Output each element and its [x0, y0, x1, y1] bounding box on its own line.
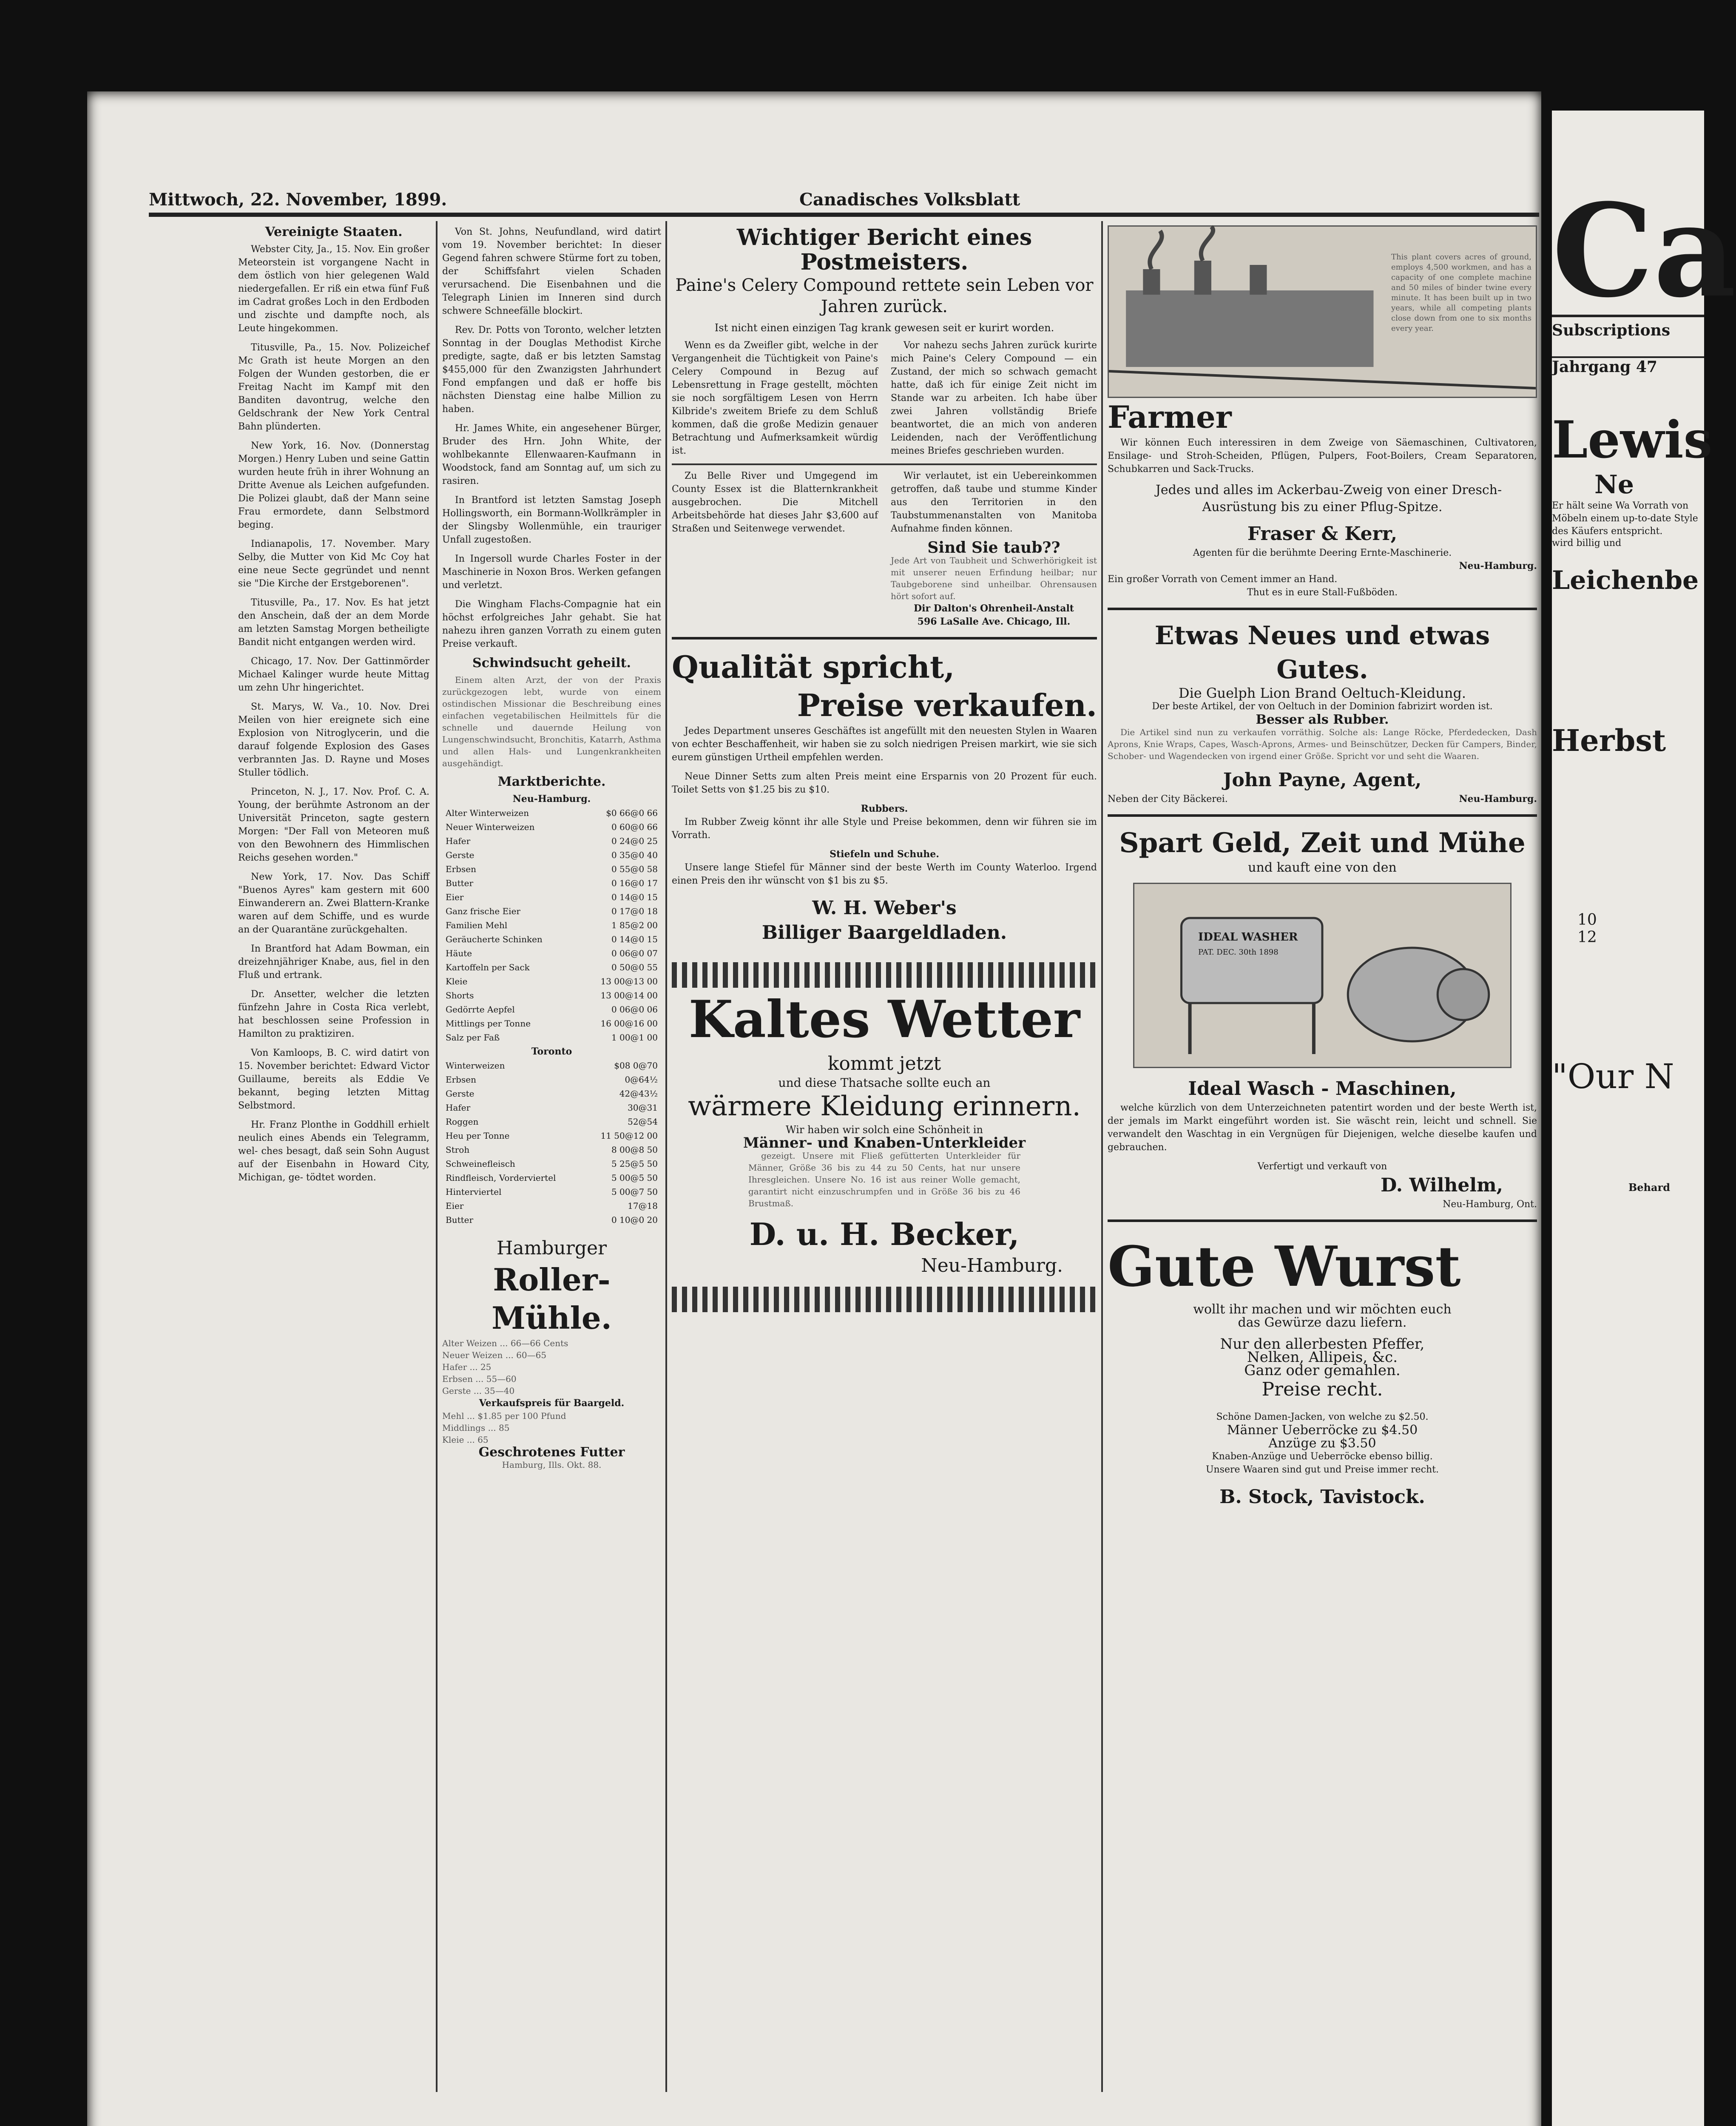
market-price: 0 06@0 07: [611, 948, 658, 958]
washer-line: Verfertigt und verkauft von: [1257, 1161, 1387, 1172]
market-price: 5 25@5 50: [611, 1159, 658, 1169]
market-price: 0 16@0 17: [611, 878, 658, 888]
rubbers-title: Rubbers.: [861, 803, 908, 814]
market-item: Geräucherte Schinken: [446, 934, 543, 944]
market-row: [443, 849, 660, 862]
rubbers-text: Im Rubber Zweig könnt ihr alle Style und Preise bekommen, denn wir führen sie im Vorrath.: [672, 817, 1097, 841]
neues-better: Besser als Rubber.: [1256, 712, 1389, 727]
jahrgang-fragment: Jahrgang 47: [1552, 356, 1704, 376]
farmer-text2: Jedes und alles im Ackerbau-Zweig von einer Dresch-Ausrüstung bis zu einer Pflug-Spitze.: [1155, 483, 1502, 514]
washer-title: Ideal Wasch - Maschinen,: [1188, 1078, 1457, 1100]
ornament-border: [672, 1287, 1097, 1312]
fraser-sub: Agenten für die berühmte Deering Ernte-Maschinerie.: [1193, 548, 1452, 558]
our-fragment: "Our N: [1552, 1057, 1674, 1096]
wurst-line: Preise recht.: [1262, 1378, 1383, 1400]
roller-price: Neuer Weizen ... 60—65: [442, 1350, 547, 1360]
market-price: 0@64½: [625, 1074, 658, 1085]
postmaster-body: Wenn es da Zweifler gibt, welche in der Vergangenheit die Tüchtigkeit von Paine's Celery Compound in Bezug auf Lebensrettung in Frage gestellt, möchten sie noch sorgfältigem Lesen von Herrn Kilbride's zweitem Briefe zu dem Schluß kommen, daß die große Medizin genauer Betrachtung und Aufmerksamkeit würdig ist.: [672, 340, 878, 456]
local-note: Zu Belle River und Umgegend im County Essex ist die Blatternkrankheit ausgebrochen. Die Mitchell Arbeitsbehörde hat dieses Jahr $3,600 auf Straßen und Seitenwege verwendet.: [672, 471, 878, 534]
market-item: Hinterviertel: [446, 1187, 502, 1197]
herbst-fragment: Herbst: [1552, 723, 1666, 758]
kalt-line: Wir haben wir solch eine Schönheit in: [786, 1124, 983, 1136]
market-row: [443, 835, 660, 848]
text-fragment: Er hält seine Wa Vorrath von Möbeln einem up-to-date Style des Käufers entspricht.: [1552, 500, 1698, 537]
roller-main: Roller-Mühle.: [492, 1262, 612, 1336]
market-row: [443, 1017, 660, 1030]
neues-text: Der beste Artikel, der von Oeltuch in der Dominion fabrizirt worden ist.: [1152, 701, 1493, 712]
factory-illustration: [1108, 225, 1537, 398]
behard-fragment: Behard: [1628, 1181, 1670, 1194]
wurst-line: Nur den allerbesten Pfeffer,: [1220, 1336, 1425, 1353]
market-item: Gedörrte Aepfel: [446, 1004, 515, 1015]
market-row: [443, 807, 660, 820]
quality-body: Jedes Department unseres Geschäftes ist angefüllt mit den neuesten Stylen in Waaren von echter Beschaffenheit, wir haben sie zu solch niedrigen Preisen markirt, wie sie sich eurem günstigen Urtheil empfehlen werden.: [672, 726, 1097, 763]
market-price: 52@54: [628, 1117, 658, 1127]
market-price: 0 06@0 06: [611, 1004, 658, 1015]
market-item: Hafer: [446, 836, 471, 846]
column-ads-right: [1108, 225, 1537, 2066]
market-sub-toronto: Toronto: [531, 1046, 572, 1057]
wurst-title: Gute Wurst: [1108, 1234, 1461, 1299]
market-row: [443, 877, 660, 890]
neues-text2: Die Artikel sind nun zu verkaufen vorräthig. Solche als: Lange Röcke, Pferdedecken, Dash Aprons, Knie Wraps, Capes, Wasch-Aprons, Armes- und Beinschützer, Decken für Campers, Binder, Schober- und Wagendecken von irgend einer Größe. Spricht vor und seht die Waaren.: [1108, 727, 1537, 761]
column-rule: [665, 221, 667, 2092]
roller-price: Hafer ... 25: [442, 1362, 492, 1372]
market-table-neuhamburg: [442, 806, 661, 1045]
market-item: Familien Mehl: [446, 920, 508, 930]
boots-text: Unsere lange Stiefel für Männer sind der beste Werth im County Waterloo. Irgend einen Preis den ihr wünscht von $1 bis zu $5.: [672, 862, 1097, 886]
news-item: Titusville, Pa., 15. Nov. Polizeichef Mc Grath ist heute Morgen an den Folgen der Wunden gestorben, die er Freitag Nacht im Kampf mit den Banditen davontrug, welche den Geldschrank der New York Central Bahn plünderten.: [238, 342, 429, 432]
market-price: 30@31: [628, 1103, 658, 1113]
market-row: [443, 821, 660, 834]
column-ads-center: [672, 225, 1097, 2066]
news-item: Webster City, Ja., 15. Nov. Ein großer Meteorstein ist vorgangene Nacht in dem östlich von hier gelegenen Wald niedergefallen. Er riß ein etwa fünf Fuß im Cadrat großes Loch in den Erdboden und zischte und dampfte noch, als Leute hingekommen.: [238, 244, 429, 334]
quality-title2: Preise verkaufen.: [797, 687, 1097, 723]
boots-title: Stiefeln und Schuhe.: [830, 849, 939, 860]
news-item: Hr. James White, ein angesehener Bürger, Bruder des Hrn. John White, der wohlbekannte Ellenwaaren-Kaufmann in Woodstock, fand am Sonntag auf, um sich zu rasiren.: [442, 423, 661, 486]
page-header: [149, 187, 1539, 217]
market-row: [443, 961, 660, 974]
stock-name: B. Stock, Tavistock.: [1219, 1486, 1425, 1508]
washer-illustration: [1133, 883, 1512, 1068]
market-item: Häute: [446, 948, 472, 958]
market-row: [443, 975, 660, 988]
leichen-fragment: Leichenbe: [1552, 566, 1699, 595]
market-row: [443, 891, 660, 904]
market-price: $0 66@0 66: [606, 808, 658, 818]
market-row: [443, 1115, 660, 1128]
becker-location: Neu-Hamburg.: [921, 1255, 1063, 1276]
payne-name: John Payne, Agent,: [1223, 769, 1422, 791]
market-item: Shorts: [446, 990, 474, 1000]
postmaster-title: Wichtiger Bericht eines Postmeisters.: [736, 225, 1032, 275]
text-fragment: wird billig und: [1552, 538, 1622, 549]
market-row: [443, 1129, 660, 1143]
fraser-name: Fraser & Kerr,: [1247, 523, 1398, 545]
payne-address: Neben der City Bäckerei.: [1108, 794, 1228, 804]
quality-body: Neue Dinner Setts zum alten Preis meint eine Ersparnis von 20 Prozent für euch. Toilet Setts von $1.25 bis zu $10.: [672, 771, 1097, 795]
market-row: [443, 1073, 660, 1086]
subscriptions-fragment: Subscriptions: [1552, 315, 1704, 339]
column-us-news: [238, 225, 429, 2066]
taub-title: Sind Sie taub??: [927, 539, 1060, 557]
market-item: Eier: [446, 1201, 464, 1211]
market-price: 0 24@0 25: [611, 836, 658, 846]
wurst-goods: Unsere Waaren sind gut und Preise immer recht.: [1205, 1464, 1439, 1475]
market-item: Kartoffeln per Sack: [446, 962, 530, 972]
market-row: [443, 1143, 660, 1157]
wurst-sub2: das Gewürze dazu liefern.: [1238, 1315, 1407, 1330]
market-price: 42@43½: [619, 1089, 658, 1099]
market-row: [443, 1185, 660, 1199]
market-price: 13 00@14 00: [600, 990, 658, 1000]
news-item: In Brantford hat Adam Bowman, ein dreizehnjähriger Knabe, aus, fiel in den Fluß und ertrank.: [238, 944, 429, 981]
schwindsucht-title: Schwindsucht geheilt.: [472, 656, 631, 671]
spart-title: Spart Geld, Zeit und Mühe: [1119, 827, 1526, 859]
wurst-men: Männer Ueberröcke zu $4.50: [1227, 1423, 1418, 1438]
wurst-sub1: wollt ihr machen und wir möchten euch: [1193, 1302, 1452, 1317]
roller-price: Gerste ... 35—40: [442, 1386, 515, 1396]
kalt-main: wärmere Kleidung erinnern.: [688, 1091, 1081, 1122]
market-table-toronto: [442, 1058, 661, 1228]
market-price: 1 85@2 00: [611, 920, 658, 930]
taub-text: Jede Art von Taubheit und Schwerhörigkeit ist mit unserer neuen Erfindung heilbar; nur Taubgeborene sind unheilbar. Ohrensausen hört sofort auf.: [891, 555, 1097, 601]
market-item: Kleie: [446, 976, 468, 986]
wurst-line: Nelken, Allipeis, &c.: [1247, 1349, 1398, 1366]
market-row: [443, 1101, 660, 1114]
postmaster-body: Vor nahezu sechs Jahren zurück kurirte mich Paine's Celery Compound — ein Zustand, der mich so schwach gemacht hatte, daß ich für einige Zeit nicht im Stande war zu arbeiten. Ich habe über zwei Jahren vollständig Briefe beantwortet, die an mich von anderen Leidenden, nach der Veröffentlichung meines Briefes geschrieben wurden.: [891, 340, 1097, 456]
market-price: 5 00@7 50: [611, 1187, 658, 1197]
news-item: Princeton, N. J., 17. Nov. Prof. C. A. Young, der berühmte Astronom an der Universität Princeton, sagte gestern Morgen: "Der Fall von Meteoren muß von den Bewohnern des Himmlischen Reichs gesehen worden.": [238, 787, 429, 863]
roller-price: Erbsen ... 55—60: [442, 1374, 517, 1384]
roller-sale-title: Verkaufspreis für Baargeld.: [479, 1398, 625, 1409]
market-row: [443, 1157, 660, 1171]
market-item: Alter Winterweizen: [446, 808, 529, 818]
market-item: Eier: [446, 892, 464, 902]
market-row: [443, 919, 660, 932]
market-price: 11 50@12 00: [600, 1131, 658, 1141]
farmer-title: Farmer: [1108, 399, 1232, 435]
wurst-boys: Knaben-Anzüge und Ueberröcke ebenso billig.: [1212, 1451, 1433, 1462]
market-item: Mittlings per Tonne: [446, 1018, 531, 1029]
market-item: Stroh: [446, 1145, 470, 1155]
market-row: [443, 1003, 660, 1016]
taub-address: 596 LaSalle Ave. Chicago, Ill.: [917, 616, 1071, 627]
divider: [1108, 814, 1537, 817]
market-row: [443, 947, 660, 960]
masthead-fragment: Ca: [1552, 176, 1736, 326]
illustration-caption: This plant covers acres of ground, employs 4,500 workmen, and has a capacity of one complete machine and 50 miles of binder twine every minute. It has been built up in two years, while all competing plants close down from one to six months every year.: [1391, 253, 1531, 333]
news-item: Von St. Johns, Neufundland, wird datirt vom 19. November berichtet: In dieser Gegend fahren schwere Stürme fort zu toben, der Schiffsfahrt vielen Schaden verursachend. Die Eisenbahnen und die Telegraph Linien im Inneren sind durch schwere Schneefälle blockirt.: [442, 227, 661, 316]
news-item: Rev. Dr. Potts von Toronto, welcher letzten Sonntag in der Douglas Methodist Kirche predigte, sagte, daß er bis letzten Samstag $455,000 für den Zwanzigsten Jahrhundert Fond empfangen und daß er hoffe bis nächsten Dienstag eine halbe Million zu haben.: [442, 325, 661, 415]
washer-patent: PAT. DEC. 30th 1898: [1198, 948, 1279, 957]
market-row: [443, 863, 660, 876]
market-price: 8 00@8 50: [611, 1145, 658, 1155]
taub-contact: Dir Dalton's Ohrenheil-Anstalt: [914, 603, 1074, 614]
farmer-text: Wir können Euch interessiren in dem Zweige von Säemaschinen, Cultivatoren, Ensilage- und Stroh-Scheiden, Pflügen, Pulpers, Foot-Boilers, Cream Separatoren, Schubkarren und Sack-Trucks.: [1108, 438, 1537, 475]
spart-sub: und kauft eine von den: [1248, 860, 1397, 875]
market-row: [443, 905, 660, 918]
wurst-ladies: Schöne Damen-Jacken, von welche zu $2.50.: [1216, 1412, 1429, 1422]
postmaster-title2: Paine's Celery Compound rettete sein Leben vor Jahren zurück.: [675, 276, 1094, 316]
market-price: 1 00@1 00: [611, 1032, 658, 1043]
news-item: Indianapolis, 17. November. Mary Selby, die Mutter von Kid Mc Coy hat eine neue Secte gegründet und nennt sie "Die Kirche der Erstgeborenen".: [238, 539, 429, 589]
number-fragment: 10: [1577, 911, 1597, 929]
roller-footer: Hamburg, Ills. Okt. 88.: [502, 1460, 602, 1470]
wurst-men: Anzüge zu $3.50: [1268, 1436, 1376, 1451]
market-price: 17@18: [628, 1201, 658, 1211]
market-price: $08 0@70: [614, 1060, 658, 1071]
market-item: Salz per Faß: [446, 1032, 500, 1043]
lewis-fragment: Lewis: [1552, 410, 1713, 470]
divider: [1108, 1219, 1537, 1222]
market-item: Roggen: [446, 1117, 479, 1127]
market-price: 16 00@16 00: [600, 1018, 658, 1029]
weber-name: W. H. Weber's: [812, 897, 957, 919]
washer-text: welche kürzlich von dem Unterzeichneten patentirt worden und der beste Werth ist, der jemals im Markt eingeführt worden ist. Sie wäscht rein, leicht und schnell. Sie verwandelt den Waschtag in ein Vergnügen für Diejenigen, welche dieselbe kaufen und gebrauchen.: [1108, 1103, 1537, 1153]
market-item: Gerste: [446, 850, 474, 860]
kalt-sub2: und diese Thatsache sollte euch an: [778, 1076, 991, 1090]
news-item: Dr. Ansetter, welcher die letzten fünfzehn Jahre in Costa Rica verlebt, hat beschlossen seine Profession in Hamilton zu praktiziren.: [238, 989, 429, 1039]
roller-sale: Middlings ... 85: [442, 1423, 510, 1433]
local-note: Wir verlautet, ist ein Uebereinkommen getroffen, daß taube und stumme Kinder aus den Territorien in den Taubstummenanstalten von Manitoba Aufnahme finden können.: [891, 471, 1097, 534]
market-row: [443, 1199, 660, 1213]
adjacent-page: [1552, 111, 1736, 2126]
market-title: Marktberichte.: [497, 774, 606, 789]
weber-shop: Billiger Baargeldladen.: [761, 922, 1007, 944]
ne-fragment: Ne: [1594, 470, 1634, 500]
market-price: 0 60@0 66: [611, 822, 658, 832]
roller-top: Hamburger: [496, 1237, 607, 1259]
roller-price: Alter Weizen ... 66—66 Cents: [442, 1338, 568, 1348]
market-row: [443, 1171, 660, 1185]
market-row: [443, 1059, 660, 1072]
market-item: Neuer Winterweizen: [446, 822, 535, 832]
news-item: In Ingersoll wurde Charles Foster in der Maschinerie in Noxon Bros. Werken gefangen und verletzt.: [442, 554, 661, 591]
number-fragment: 12: [1577, 929, 1597, 946]
column-rule: [1101, 221, 1103, 2092]
market-item: Heu per Tonne: [446, 1131, 510, 1141]
wilhelm-location: Neu-Hamburg, Ont.: [1443, 1199, 1537, 1210]
header-title: Canadisches Volksblatt: [799, 190, 1020, 210]
neues-sub: Die Guelph Lion Brand Oeltuch-Kleidung.: [1178, 685, 1466, 701]
news-item: Von Kamloops, B. C. wird datirt von 15. November berichtet: Edward Victor Guillaume, bereits als Eddie Ve bekannt, beging letzten Mittag Selbstmord.: [238, 1048, 429, 1111]
washer-label: IDEAL WASHER: [1198, 931, 1298, 944]
market-price: 13 00@13 00: [600, 976, 658, 986]
news-item: Titusville, Pa., 17. Nov. Es hat jetzt den Anschein, daß der an dem Morde am letzten Samstag Morgen betheiligte Bandit nicht entgangen werden wird.: [238, 597, 429, 648]
column-canada-news: [442, 225, 661, 2066]
kalt-title: Kaltes Wetter: [688, 989, 1080, 1049]
market-item: Schweinefleisch: [446, 1159, 515, 1169]
news-item: Die Wingham Flachs-Compagnie hat ein höchst erfolgreiches Jahr gehabt. Sie hat nahezu ihren ganzen Vorrath zu einem guten Preise verkauft.: [442, 599, 661, 649]
market-item: Gerste: [446, 1089, 474, 1099]
payne-location: Neu-Hamburg.: [1459, 793, 1537, 804]
wilhelm-name: D. Wilhelm,: [1381, 1174, 1503, 1196]
market-row: [443, 1087, 660, 1100]
market-price: 0 14@0 15: [611, 934, 658, 944]
market-row: [443, 1214, 660, 1227]
postmaster-subtitle: Ist nicht einen einzigen Tag krank gewesen seit er kurirt worden.: [714, 322, 1054, 334]
divider: [1108, 608, 1537, 610]
neues-title: Etwas Neues und etwas Gutes.: [1154, 621, 1490, 685]
market-item: Hafer: [446, 1103, 471, 1113]
market-row: [443, 1031, 660, 1044]
market-item: Winterweizen: [446, 1060, 505, 1071]
market-price: 0 50@0 55: [611, 962, 658, 972]
cement-note: Ein großer Vorrath von Cement immer an Hand.: [1108, 574, 1338, 585]
market-price: 0 35@0 40: [611, 850, 658, 860]
futter-title: Geschrotenes Futter: [478, 1445, 625, 1460]
quality-title: Qualität spricht,: [672, 649, 955, 685]
washing-machine-icon: [1134, 884, 1510, 1067]
market-price: 0 14@0 15: [611, 892, 658, 902]
market-item: Rindfleisch, Vorderviertel: [446, 1173, 556, 1183]
section-heading: Vereinigte Staaten.: [265, 225, 403, 239]
header-date: Mittwoch, 22. November, 1899.: [149, 190, 447, 210]
market-item: Butter: [446, 1215, 474, 1225]
ornament-border: [672, 962, 1097, 988]
market-sub-neuhamburg: Neu-Hamburg.: [512, 793, 591, 804]
market-item: Erbsen: [446, 864, 476, 874]
news-item: New York, 17. Nov. Das Schiff "Buenos Ayres" kam gestern mit 600 Einwanderern an. Zwei Blattern-Kranke waren auf dem Schiffe, und es wurde an der Quarantäne zurückgehalten.: [238, 872, 429, 935]
kalt-sub1: kommt jetzt: [827, 1053, 941, 1074]
column-rule: [436, 221, 438, 2092]
becker-name: D. u. H. Becker,: [749, 1216, 1020, 1252]
wurst-line: Ganz oder gemahlen.: [1244, 1362, 1401, 1379]
fraser-location: Neu-Hamburg.: [1459, 560, 1537, 571]
market-price: 0 10@0 20: [611, 1215, 658, 1225]
market-price: 5 00@5 50: [611, 1173, 658, 1183]
market-row: [443, 989, 660, 1002]
stall-note: Thut es in eure Stall-Fußböden.: [1247, 587, 1398, 598]
market-item: Erbsen: [446, 1074, 476, 1085]
kalt-text: gezeigt. Unsere mit Fließ gefütterten Unterkleider für Männer, Größe 36 bis zu 44 zu 50 Cents, hat nur unsere Ihresgleichen. Unsere No. 16 ist aus reiner Wolle gemacht, garantirt nicht einzuschrumpfen und in Größe 36 bis zu 46 Brustmaß.: [748, 1151, 1020, 1208]
market-row: [443, 933, 660, 946]
market-item: Ganz frische Eier: [446, 906, 520, 916]
news-item: Chicago, 17. Nov. Der Gattinmörder Michael Kalinger wurde heute Mittag um zehn Uhr hingerichtet.: [238, 656, 429, 693]
news-item: St. Marys, W. Va., 10. Nov. Drei Meilen von hier ereignete sich eine Explosion von Nitroglycerin, und die darauf folgende Explosion des Gases verbrannten Jas. D. Rayne und Moses Stuller tödlich.: [238, 702, 429, 778]
roller-sale: Kleie ... 65: [442, 1435, 489, 1445]
news-item: In Brantford ist letzten Samstag Joseph Hollingsworth, ein Bormann-Wollkrämpler in der Slingsby Wollenmühle, ein trauriger Unfall zugestoßen.: [442, 495, 661, 545]
kalt-unter: Männer- und Knaben-Unterkleider: [743, 1134, 1026, 1151]
schwindsucht-text: Einem alten Arzt, der von der Praxis zurückgezogen lebt, wurde von einem ostindischen Missionar die Beschreibung eines einfachen vegetabilischen Heilmittels für die schnelle und dauernde Heilung von Lungenschwindsucht, Bronchitis, Katarrh, Asthma und allen Hals- und Lungenkrankheiten ausgehändigt.: [442, 675, 661, 768]
market-item: Butter: [446, 878, 474, 888]
market-price: 0 17@0 18: [611, 906, 658, 916]
news-item: New York, 16. Nov. (Donnerstag Morgen.) Henry Luben und seine Gattin wurden heute früh in ihrer Wohnung an Dritte Avenue als Leichen aufgefunden. Die Polizei glaubt, daß der Mann seine Frau ermordete, dann Selbstmord beging.: [238, 441, 429, 530]
news-item: Hr. Franz Plonthe in Goddhill erhielt neulich eines Abends ein Telegramm, wel- ches besagt, daß sein Sohn August auf der Eisenbahn in Howard City, Michigan, ge- tödtet worden.: [238, 1120, 429, 1183]
roller-sale: Mehl ... $1.85 per 100 Pfund: [442, 1411, 566, 1421]
market-price: 0 55@0 58: [611, 864, 658, 874]
